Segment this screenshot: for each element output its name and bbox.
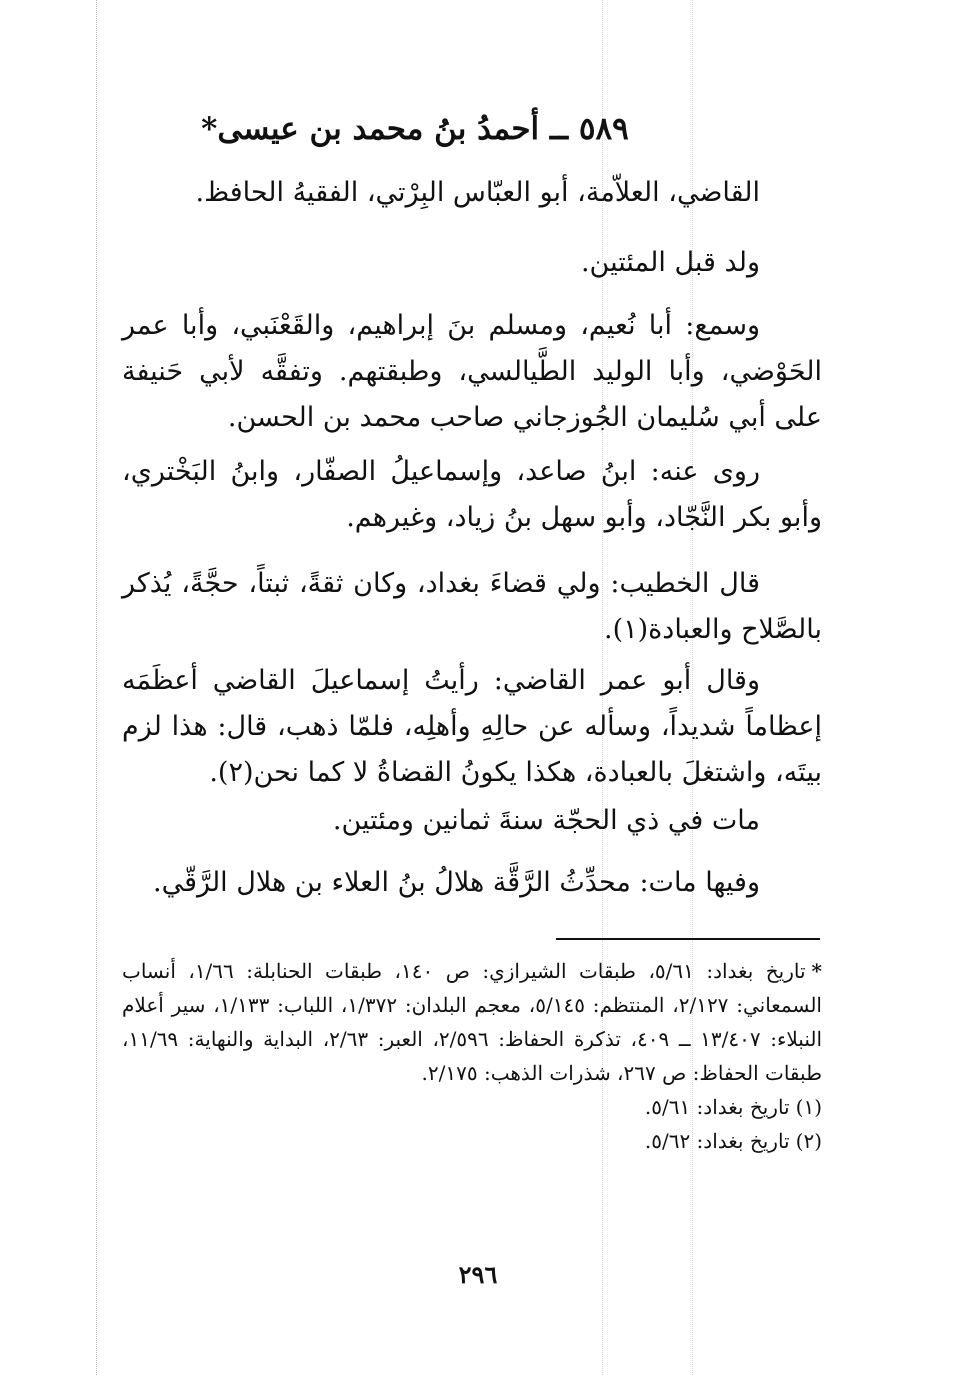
body-paragraph — [122, 860, 822, 906]
footnote-text: تاريخ بغداد: ٥/٦١. — [644, 1095, 790, 1119]
footnote-separator — [556, 938, 820, 940]
scan-artifact-line — [96, 0, 97, 1375]
paragraph-text: وسمع: أبا نُعيم، ومسلم بنَ إبراهيم، والقَعْنَبي، وأبا عمر الحَوْضي، وأبا الوليد الطَّيالسي، وطبقتهم. وتفقَّه لأبي حَنيفة على أبي سُليمان الجُوزجاني صاحب محمد بن الحسن. — [122, 310, 822, 433]
footnote-marker: (١) — [795, 1095, 822, 1119]
body-paragraph — [122, 303, 822, 441]
paragraph-text: مات في ذي الحجّة سنةَ ثمانين ومئتين. — [332, 805, 760, 836]
footnote-star-text: تاريخ بغداد: ٥/٦١، طبقات الشيرازي: ص ١٤٠، طبقات الحنابلة: ١/٦٦، أنساب السمعاني: ٢/١٢٧، المنتظم: ٥/١٤٥، معجم البلدان: ١/٣٧٢، اللباب: ١/١٣٣، سير أعلام النبلاء: ١٣/٤٠٧ ــ ٤٠٩، تذكرة الحفاظ: ٢/٥٩٦، العبر: ٢/٦٣، البداية والنهاية: ١١/٦٩، طبقات الحفاظ: ص ٢٦٧، شذرات الذهب: ٢/١٧٥. — [122, 959, 823, 1085]
paragraph-text: القاضي، العلاّمة، أبو العبّاس البِرْتي، الفقيهُ الحافظ. — [195, 177, 760, 208]
paragraph-text: قال الخطيب: ولي قضاءَ بغداد، وكان ثقةً، ثبتاً، حجَّةً، يُذكر بالصَّلاح والعبادة(١). — [122, 568, 822, 645]
footnote-2 — [122, 1124, 822, 1158]
footnote-text: تاريخ بغداد: ٥/٦٢. — [644, 1129, 790, 1153]
paragraph-text: روى عنه: ابنُ صاعد، وإسماعيلُ الصفّار، وابنُ البَخْتري، وأبو بكر النَّجّاد، وأبو سهل بنُ زياد، وغيرهم. — [122, 456, 822, 533]
footnote-marker: (٢) — [795, 1129, 822, 1153]
body-paragraph — [122, 658, 822, 796]
page-number: ٢٩٦ — [458, 1260, 498, 1289]
paragraph-text: ولد قبل المئتين. — [580, 247, 760, 278]
body-paragraph — [122, 449, 822, 541]
entry-title: ٥٨٩ ــ أحمدُ بنُ محمد بن عيسى* — [201, 111, 629, 147]
footnote-star — [122, 954, 822, 1090]
body-paragraph — [122, 561, 822, 653]
paragraph-text: وقال أبو عمر القاضي: رأيتُ إسماعيلَ القاضي أعظَمَه إعظاماً شديداً، وسأله عن حالِهِ وأهلِه، فلمّا ذهب، قال: هذا لزم بيتَه، واشتغلَ بالعبادة، هكذا يكونُ القضاةُ لا كما نحن(٢). — [122, 665, 822, 788]
paragraph-text: وفيها مات: محدِّثُ الرَّقَّة هلالُ بنُ العلاء بن هلال الرَّقّي. — [153, 867, 760, 898]
footnotes-section — [122, 954, 822, 1158]
body-paragraph — [122, 240, 822, 286]
body-paragraph — [122, 798, 822, 844]
body-paragraph — [122, 170, 822, 216]
footnote-star-marker: * — [811, 959, 822, 983]
footnote-1 — [122, 1090, 822, 1124]
